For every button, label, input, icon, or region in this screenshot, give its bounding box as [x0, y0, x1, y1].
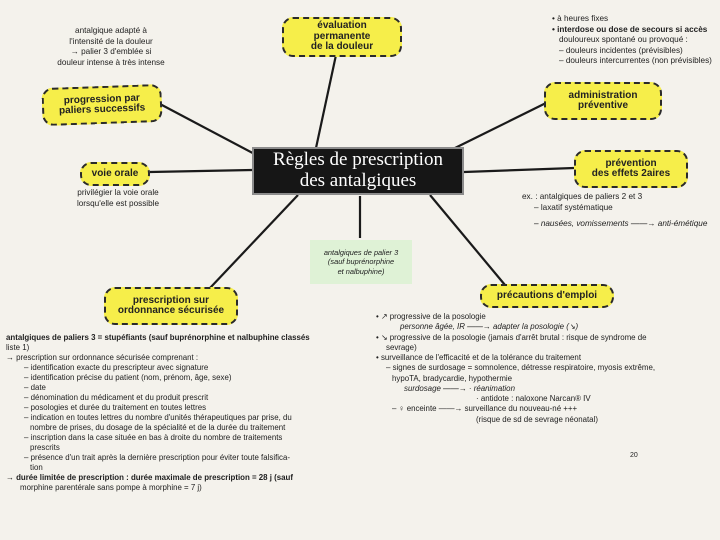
bl-line-8: – posologies et durée du traitement en toutes lettres — [24, 403, 207, 413]
node-progression — [41, 84, 162, 126]
bl-line-12: prescrits — [30, 443, 60, 453]
right-top-text — [552, 14, 720, 67]
br-line-8: surdosage ——→ · réanimation — [404, 383, 515, 393]
palier3-line-2: (sauf buprénorphine — [327, 257, 395, 267]
br-line-2: personne âgée, IR ——→ adapter la posologie (↘) — [400, 322, 579, 332]
prevention-text — [522, 192, 720, 230]
central-title-line-2: des antalgiques — [299, 170, 417, 191]
br-line-11: (risque de sd de sevrage néonatal) — [476, 414, 598, 424]
node-evaluation — [282, 17, 402, 57]
node-prescription-line-1: prescription sur — [132, 294, 210, 306]
voie-orale-line-2: lorsqu'elle est possible — [76, 198, 160, 208]
right-top-line-5: – douleurs intercurrentes (non prévisibles) — [559, 56, 712, 65]
br-line-4: sevrage) — [386, 342, 417, 352]
palier3-box — [310, 240, 412, 284]
bl-line-16: morphine parentérale sans pompe à morphine = 7 j) — [20, 483, 202, 493]
node-prevention-line-1: prévention — [605, 157, 657, 169]
prevention-line-3: – nausées, vomissements ——→ anti-émétique — [534, 219, 708, 228]
node-prevention-line-2: des effets 2aires — [591, 168, 671, 179]
bl-line-1: antalgiques de paliers 3 = stupéfiants (sauf buprénorphine et nalbuphine classés — [6, 333, 310, 342]
palier3-line-3: et nalbuphine) — [337, 266, 385, 276]
node-progression-line-1: progression par — [63, 92, 141, 106]
right-top-line-2: • interdose ou dose de secours si accès — [552, 24, 708, 34]
right-top-line-4: – douleurs incidentes (prévisibles) — [559, 45, 683, 55]
node-administration — [544, 82, 662, 120]
node-voie-orale-line-1: voie orale — [91, 167, 139, 179]
left-top-text — [56, 26, 166, 68]
left-top-line-4: douleur intense à très intense — [57, 57, 165, 67]
bl-line-5: – identification précise du patient (nom, prénom, âge, sexe) — [24, 373, 232, 383]
bl-line-4: – identification exacte du prescripteur avec signature — [24, 363, 209, 373]
bottom-left-text — [6, 333, 361, 494]
node-precautions-line-1: précautions d'emploi — [496, 289, 598, 301]
right-top-line-3: douloureux spontané ou provoqué : — [559, 35, 688, 44]
voie-orale-line-1: privilégier la voie orale — [77, 188, 159, 197]
node-evaluation-line-1: évaluation permanente — [313, 20, 371, 42]
node-administration-line-1: administration — [568, 89, 638, 101]
bl-line-9: – indication en toutes lettres du nombre d'unités thérapeutiques par prise, du — [24, 413, 292, 423]
left-top-line-2: l'intensité de la douleur — [69, 36, 153, 46]
node-prescription-line-2: ordonnance sécurisée — [117, 305, 225, 316]
central-title — [252, 147, 464, 195]
page-number: 20 — [630, 452, 638, 459]
left-top-line-3: → palier 3 d'emblée si — [70, 47, 152, 56]
voie-orale-text — [66, 188, 170, 209]
node-progression-line-2: paliers successifs — [58, 102, 146, 117]
bl-line-3: → prescription sur ordonnance sécurisée comprenant : — [6, 353, 199, 363]
br-line-7: hypoTA, bradycardie, hypothermie — [392, 373, 513, 383]
bl-line-7: – dénomination du médicament et du produit prescrit — [24, 393, 209, 403]
right-top-line-1: • à heures fixes — [552, 14, 609, 23]
palier3-line-1: antalgiques de palier 3 — [323, 247, 399, 257]
br-line-1: • ↗ progressive de la posologie — [376, 312, 486, 321]
br-line-10: – ♀ enceinte ——→ surveillance du nouveau-né +++ — [392, 404, 578, 414]
node-evaluation-line-2: de la douleur — [310, 41, 374, 53]
br-line-9: · antidote : naloxone Narcan® IV — [476, 394, 591, 404]
node-prescription-securisee — [104, 287, 238, 325]
bl-line-15: → durée limitée de prescription : durée maximale de prescription = 28 j (sauf — [6, 473, 294, 483]
node-precautions — [480, 284, 614, 308]
br-line-6: – signes de surdosage = somnolence, détresse respiratoire, myosis extrême, — [386, 363, 656, 373]
bl-line-13: – présence d'un trait après la dernière prescription pour éviter toute falsifica- — [24, 453, 290, 463]
br-line-3: • ↘ progressive de la posologie (jamais d'arrêt brutal : risque de syndrome de — [376, 332, 647, 342]
node-administration-line-2: préventive — [577, 100, 629, 111]
central-title-line-1: Règles de prescription — [273, 149, 443, 171]
prevention-line-2: – laxatif systématique — [534, 202, 613, 212]
node-prevention — [574, 150, 688, 188]
bl-line-2: liste 1) — [6, 343, 30, 353]
bl-line-10: nombre de prises, du dosage de la spécialité et de la durée du traitement — [30, 423, 286, 433]
br-line-5: • surveillance de l'efficacité et de la tolérance du traitement — [376, 353, 582, 363]
bl-line-11: – inscription dans la case située en bas à droite du nombre de traitements — [24, 433, 283, 443]
prevention-line-1: ex. : antalgiques de paliers 2 et 3 — [522, 192, 643, 201]
node-voie-orale — [80, 162, 150, 186]
bl-line-6: – date — [24, 383, 46, 393]
left-top-line-1: antalgique adapté à — [75, 26, 147, 35]
bl-line-14: tion — [30, 463, 43, 473]
bottom-right-text — [376, 312, 720, 425]
